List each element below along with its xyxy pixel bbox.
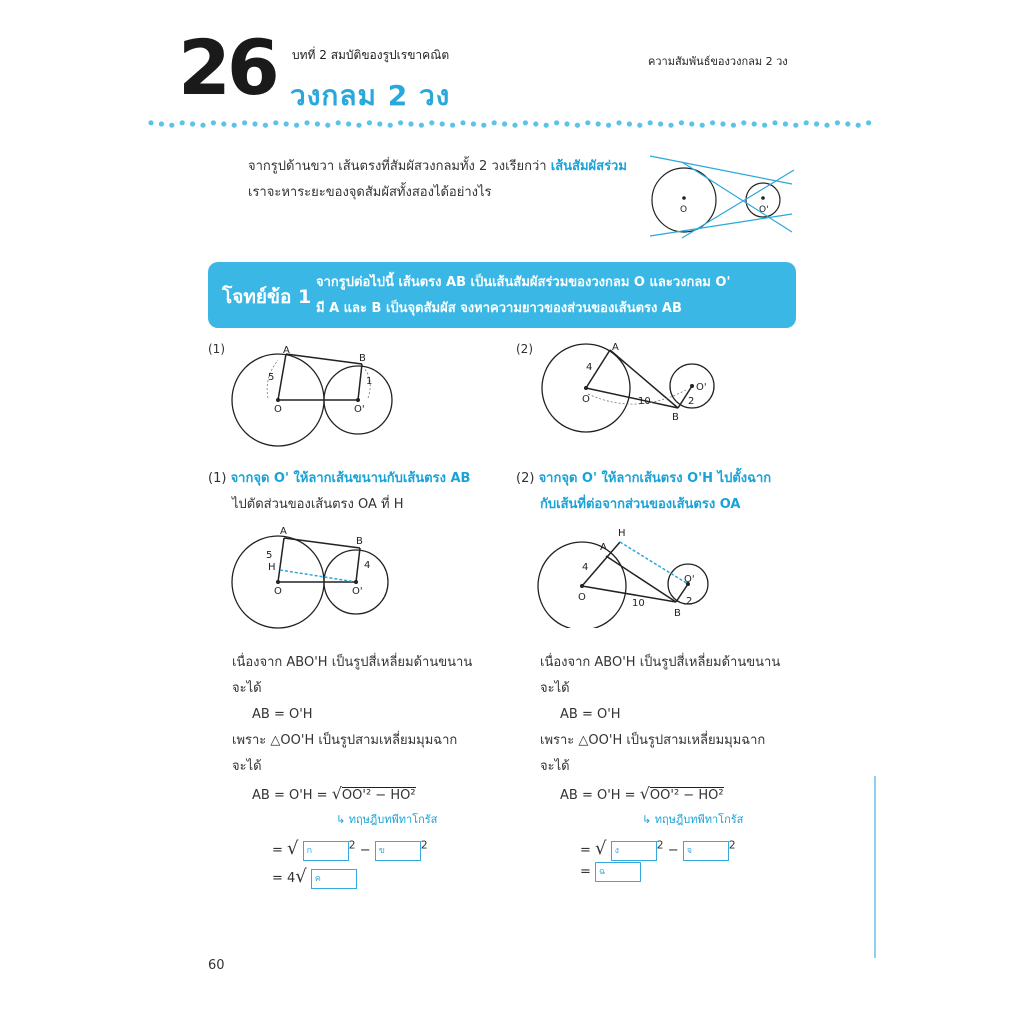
divider-dot	[804, 120, 809, 125]
fig2-label-b: B	[672, 412, 679, 423]
sol2-radius-1: 4	[582, 562, 589, 573]
fig1-label-a: A	[283, 345, 290, 356]
divider-dot	[606, 123, 611, 128]
divider-dot	[575, 123, 580, 128]
divider-dot	[762, 123, 767, 128]
exercise-text	[316, 270, 786, 322]
sol2-note-text: ทฤษฎีบทพีทาโกรัส	[654, 813, 744, 826]
side-rule	[874, 776, 876, 958]
divider-dot	[294, 123, 299, 128]
solution1-figure	[228, 522, 408, 632]
figure-2	[536, 336, 716, 436]
sol2-eq2-radicand: OO'² − HO²	[649, 788, 724, 803]
exercise-line1: จากรูปต่อไปนี้ เส้นตรง AB เป็นเส้นสัมผัสร่วมของวงกลม O และวงกลม O'	[316, 275, 731, 290]
divider-dot	[471, 121, 476, 126]
sol2-box-a-label: ง	[614, 845, 620, 856]
sol2-eq4-prefix: =	[580, 864, 591, 880]
divider-dot	[346, 121, 351, 126]
sol1-text2: จะได้	[232, 681, 262, 696]
divider-dot	[242, 120, 247, 125]
divider-dot	[866, 120, 871, 125]
label-o: O	[680, 205, 688, 215]
sol2-box-b-label: จ	[686, 845, 693, 856]
sol2-text1: เนื่องจาก ABO'H เป็นรูปสี่เหลี่ยมด้านขนาน	[540, 655, 781, 670]
fig2-label-o: O	[582, 394, 590, 405]
figure-1	[228, 340, 412, 452]
sol2-distance: 10	[632, 598, 645, 609]
sol2-box-c-label: ฉ	[599, 867, 606, 877]
fig1-radius-1: 5	[268, 372, 275, 383]
divider-dot	[793, 123, 798, 128]
divider-dot	[585, 120, 590, 125]
divider-dot	[408, 121, 413, 126]
lesson-number: 26	[178, 23, 276, 112]
solution1-step-line2: ไปตัดส่วนของเส้นตรง OA ที่ H	[232, 497, 404, 512]
sol1-text1: เนื่องจาก ABO'H เป็นรูปสี่เหลี่ยมด้านขนาน	[232, 655, 473, 670]
sol2-label-a: A	[600, 542, 607, 553]
divider-dot	[720, 121, 725, 126]
sol2-label-b: B	[674, 608, 681, 619]
sol2-text2: จะได้	[540, 681, 570, 696]
divider-dot	[221, 121, 226, 126]
exercise-label: โจทย์ข้อ 1	[222, 286, 312, 308]
divider-dot	[284, 121, 289, 126]
arrow-icon: ↳	[642, 813, 655, 826]
divider-dot	[856, 123, 861, 128]
solution1-body	[232, 650, 532, 780]
intro-line1: จากรูปด้านขวา เส้นตรงที่สัมผัสวงกลมทั้ง 2 วงเรียกว่า	[248, 159, 547, 174]
chapter-title: บทที่ 2 สมบัติของรูปเรขาคณิต	[292, 48, 450, 62]
divider-dot	[689, 121, 694, 126]
solution2-figure	[536, 522, 716, 628]
divider-dot	[169, 123, 174, 128]
divider-dot	[679, 120, 684, 125]
divider-dot	[232, 123, 237, 128]
running-title: ความสัมพันธ์ของวงกลม 2 วง	[648, 55, 788, 68]
divider-dot	[315, 121, 320, 126]
divider-dot	[544, 123, 549, 128]
answer-box-a[interactable]	[303, 841, 349, 861]
fig1-label-o2: O'	[354, 404, 365, 415]
intro-text	[248, 154, 658, 206]
divider-dot	[741, 120, 746, 125]
answer-box-d[interactable]	[611, 841, 657, 861]
sol1-label-o2: O'	[352, 586, 363, 597]
sol1-box-b-label: ข	[378, 845, 385, 856]
exercise-line2: มี A และ B เป็นจุดสัมผัส จงหาความยาวของส่วนของเส้นตรง AB	[316, 301, 682, 316]
divider-dot	[377, 121, 382, 126]
divider-dot	[668, 123, 673, 128]
divider-dot	[824, 123, 829, 128]
divider-dot	[159, 121, 164, 126]
divider-dot	[752, 121, 757, 126]
sol2-note	[642, 810, 743, 828]
sol1-eq4-prefix: = 4	[272, 871, 296, 886]
divider-dot	[627, 121, 632, 126]
sol1-label-o: O	[274, 586, 282, 597]
divider-dot	[356, 123, 361, 128]
divider-dot	[460, 120, 465, 125]
fig2-label-a: A	[612, 342, 619, 353]
divider-dot	[710, 120, 715, 125]
topic-title: วงกลม 2 วง	[290, 79, 451, 112]
fig2-radius-2: 2	[688, 396, 695, 407]
sol1-eq3-prefix: =	[272, 843, 283, 858]
divider-dot	[148, 120, 153, 125]
sol2-label-o2: O'	[684, 574, 695, 585]
fig2-label-o2: O'	[696, 382, 707, 393]
divider-dot	[523, 120, 528, 125]
divider-dot	[273, 120, 278, 125]
divider-dot	[731, 123, 736, 128]
answer-box-c[interactable]	[311, 869, 357, 889]
sol2-label-o: O	[578, 592, 586, 603]
fig2-radius-1: 4	[586, 362, 593, 373]
answer-box-b[interactable]	[375, 841, 421, 861]
divider-dot	[772, 120, 777, 125]
sol1-radius-1: 5	[266, 550, 273, 561]
sol2-eq1: AB = O'H	[560, 707, 621, 722]
fig2-tag: (2)	[516, 342, 533, 356]
divider-dot	[845, 121, 850, 126]
sol2-eq3: = √ ง $^2$ − จ $^2$	[580, 838, 736, 859]
divider-dot	[180, 120, 185, 125]
fig1-label-o: O	[274, 404, 282, 415]
answer-box-e[interactable]	[683, 841, 729, 861]
sol1-box-a-label: ก	[306, 845, 313, 856]
sol1-eq2-left: AB = O'H =	[252, 788, 332, 803]
sol1-label-h: H	[268, 562, 276, 573]
divider-dot	[190, 121, 195, 126]
divider-dot	[398, 120, 403, 125]
solution2-body	[540, 650, 840, 780]
sol1-note	[336, 810, 437, 828]
divider-dot	[367, 120, 372, 125]
divider-dot	[211, 120, 216, 125]
divider-dot	[304, 120, 309, 125]
divider-dot	[616, 120, 621, 125]
sol1-eq1: AB = O'H	[252, 707, 313, 722]
sol1-box-c-label: ค	[314, 873, 321, 884]
answer-box-f[interactable]	[595, 862, 641, 882]
sol2-eq2: AB = O'H = √OO'² − HO²	[560, 784, 724, 803]
dotted-divider	[148, 118, 876, 130]
solution1-step-line1: จากจุด O' ให้ลากเส้นขนานกับเส้นตรง AB	[230, 471, 471, 486]
divider-dot	[325, 123, 330, 128]
label-o-prime: O'	[759, 205, 769, 215]
divider-dot	[700, 123, 705, 128]
sol1-eq2: AB = O'H = √OO'² − HO²	[252, 784, 416, 803]
sol1-radius-2: 4	[364, 560, 371, 571]
solution1-step	[208, 466, 508, 518]
sol1-eq4: = 4√ ค	[272, 866, 357, 889]
sol1-text3: เพราะ △OO'H เป็นรูปสามเหลี่ยมมุมฉาก	[232, 733, 458, 748]
divider-dot	[835, 120, 840, 125]
intro-figure	[642, 148, 802, 240]
divider-dot	[450, 123, 455, 128]
term-common-tangent: เส้นสัมผัสร่วม	[550, 159, 627, 174]
fig2-distance: 10	[638, 396, 651, 407]
sol1-eq3: = √ ก $^2$ − ข $^2$	[272, 838, 428, 859]
solution2-step	[516, 466, 816, 518]
sol2-label-h: H	[618, 528, 626, 539]
sol2-radius-2: 2	[686, 596, 693, 607]
divider-dot	[814, 121, 819, 126]
divider-dot	[512, 123, 517, 128]
sol2-text4: จะได้	[540, 759, 570, 774]
divider-dot	[648, 120, 653, 125]
fig1-label-b: B	[359, 353, 366, 364]
sol1-note-text: ทฤษฎีบทพีทาโกรัส	[348, 813, 438, 826]
sol1-eq2-radicand: OO'² − HO²	[341, 788, 416, 803]
fig1-tag: (1)	[208, 342, 225, 356]
intro-line2: เราจะหาระยะของจุดสัมผัสทั้งสองได้อย่างไร	[248, 185, 492, 200]
divider-dot	[554, 120, 559, 125]
divider-dot	[564, 121, 569, 126]
divider-dot	[252, 121, 257, 126]
sol2-eq4	[580, 862, 641, 882]
sol2-eq3-prefix: =	[580, 843, 591, 858]
solution1-tag: (1)	[208, 471, 227, 486]
divider-dot	[440, 121, 445, 126]
divider-dot	[429, 120, 434, 125]
sol2-eq2-left: AB = O'H =	[560, 788, 640, 803]
divider-dot	[637, 123, 642, 128]
divider-dot	[783, 121, 788, 126]
divider-dot	[388, 123, 393, 128]
divider-dot	[200, 123, 205, 128]
fig1-radius-2: 1	[366, 376, 373, 387]
divider-dot	[263, 123, 268, 128]
sol2-text3: เพราะ △OO'H เป็นรูปสามเหลี่ยมมุมฉาก	[540, 733, 766, 748]
arrow-icon: ↳	[336, 813, 349, 826]
solution2-step-line1: จากจุด O' ให้ลากเส้นตรง O'H ไปตั้งฉาก	[538, 471, 772, 486]
divider-dot	[419, 123, 424, 128]
divider-dot	[492, 120, 497, 125]
sol1-label-b: B	[356, 536, 363, 547]
divider-dot	[481, 123, 486, 128]
sol1-text4: จะได้	[232, 759, 262, 774]
solution2-step-line2: กับเส้นที่ต่อจากส่วนของเส้นตรง OA	[540, 497, 741, 512]
divider-dot	[596, 121, 601, 126]
divider-dot	[533, 121, 538, 126]
solution2-tag: (2)	[516, 471, 535, 486]
divider-dot	[658, 121, 663, 126]
divider-dot	[336, 120, 341, 125]
page-number: 60	[208, 958, 225, 973]
sol1-label-a: A	[280, 526, 287, 537]
divider-dot	[502, 121, 507, 126]
